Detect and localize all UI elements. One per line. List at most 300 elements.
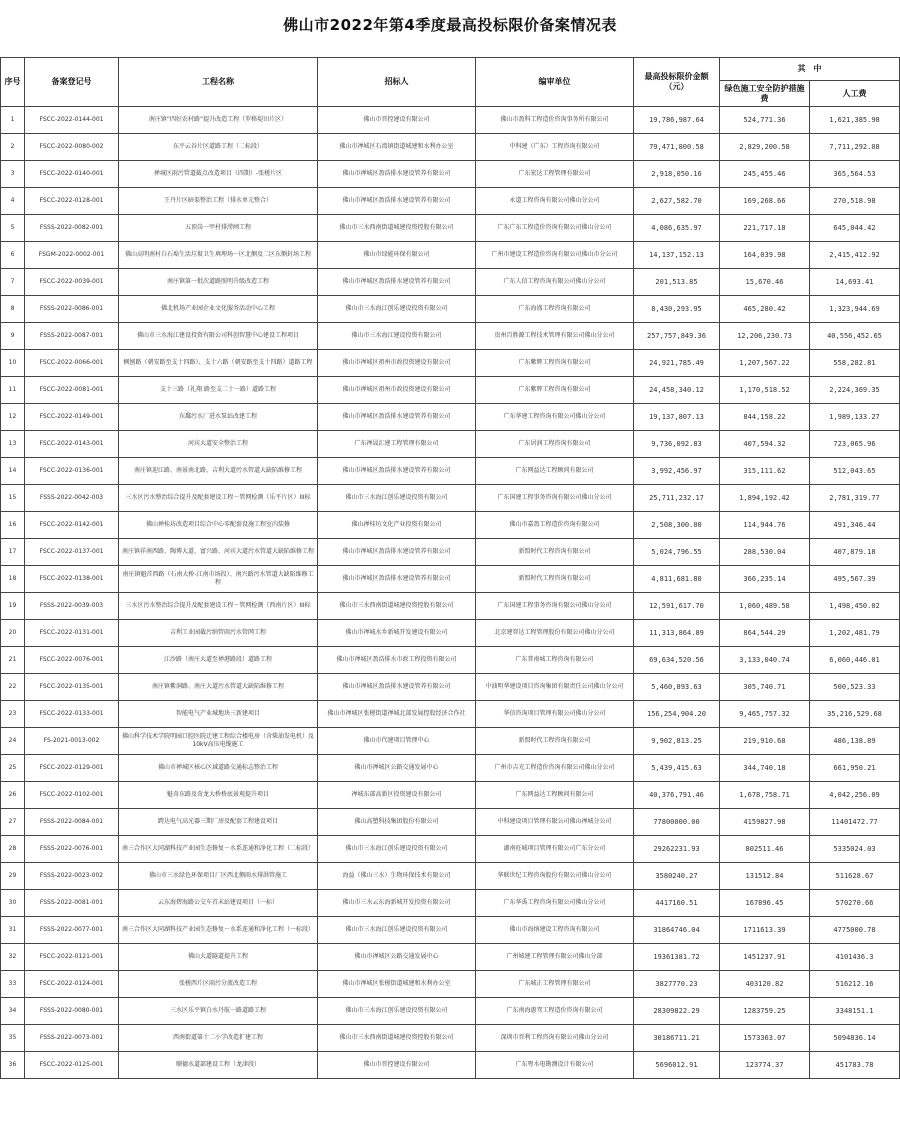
cell-project: 云东海碧海路公交车首末站建设项目（一标） [119,890,318,917]
cell-tenderer: 佛山市三水海江创乐建设投资有限公司 [318,485,476,512]
cell-labor-cost: 5094836.14 [810,1025,900,1052]
cell-safety-fee: 1451237.91 [720,944,810,971]
cell-seq: 8 [1,296,25,323]
cell-project: 吉利工业园截污纳管雨污水管网工程 [119,620,318,647]
cell-labor-cost: 2,781,319.77 [810,485,900,512]
cell-compiler: 广东华禹工程咨询有限公司佛山分公司 [476,890,634,917]
cell-safety-fee: 1283759.25 [720,998,810,1025]
cell-reg-no: FSCC-2022-0143-001 [25,431,119,458]
cell-seq: 11 [1,377,25,404]
cell-seq: 28 [1,836,25,863]
cell-tenderer: 佛山市三水海江创乐建设投资有限公司 [318,836,476,863]
cell-compiler: 广州城建工程管理有限公司佛山分部 [476,944,634,971]
cell-safety-fee: 344,740.18 [720,755,810,782]
cell-labor-cost: 40,556,452.65 [810,323,900,350]
cell-tenderer: 佛山市绿能环保有限公司 [318,242,476,269]
cell-safety-fee: 1,207,567.22 [720,350,810,377]
table-row [1,998,900,1025]
cell-reg-no: FSCC-2022-0140-001 [25,161,119,188]
cell-max-price: 12,591,617.70 [634,593,720,620]
cell-seq: 18 [1,566,25,593]
cell-max-price: 201,513.85 [634,269,720,296]
cell-reg-no: FSCC-2022-0131-001 [25,620,119,647]
cell-project: 江沙路（南庄大道至禅港路段）道路工程 [119,647,318,674]
table-row [1,1052,900,1079]
cell-project: 魁奇东路及奇龙大桥桥底景观提升项目 [119,782,318,809]
cell-compiler: 广东国建工程事务咨询有限公司佛山分公司 [476,593,634,620]
cell-seq: 16 [1,512,25,539]
cell-max-price: 14,137,152.13 [634,242,720,269]
cell-reg-no: FSSS-2022-0080-001 [25,998,119,1025]
cell-reg-no: FSCC-2022-0144-001 [25,107,119,134]
cell-compiler: 广东海盛工程咨询有限公司 [476,296,634,323]
cell-safety-fee: 245,455.46 [720,161,810,188]
cell-project: 南庄镇“四好农村路”提升改造工程（罗格堤田片区） [119,107,318,134]
cell-seq: 20 [1,620,25,647]
cell-labor-cost: 645,044.42 [810,215,900,242]
cell-safety-fee: 1,170,518.52 [720,377,810,404]
cell-labor-cost: 516212.16 [810,971,900,998]
cell-tenderer: 佛山市禅城区公路交通发展中心 [318,755,476,782]
cell-seq: 32 [1,944,25,971]
table-row [1,404,900,431]
cell-seq: 33 [1,971,25,998]
cell-reg-no: FSCC-2022-0081-001 [25,377,119,404]
cell-reg-no: FSCC-2022-0125-001 [25,1052,119,1079]
cell-project: 跨达电气高光器三期厂房及配套工程建设项目 [119,809,318,836]
cell-labor-cost: 500,523.33 [810,674,900,701]
table-row [1,458,900,485]
cell-seq: 13 [1,431,25,458]
cell-reg-no: FSSS-2022-0039-003 [25,593,119,620]
cell-compiler: 深圳市晋利工程咨询有限公司佛山分公司 [476,1025,634,1052]
cell-tenderer: 佛山市禅城区盈浩排水建设管养有限公司 [318,566,476,593]
cell-seq: 4 [1,188,25,215]
cell-reg-no: FSCC-2022-0142-001 [25,512,119,539]
cell-max-price: 24,921,785.49 [634,350,720,377]
cell-project: 三水区污水整治综合提升及配套建设工程－管网检测（西南片区）III标 [119,593,318,620]
cell-compiler: 广东紫辉工程咨询有限公司 [476,350,634,377]
cell-seq: 36 [1,1052,25,1079]
cell-labor-cost: 486,138.89 [810,728,900,755]
cell-seq: 26 [1,782,25,809]
cell-tenderer: 佛山市三水西南街道城建投资控股有限公司 [318,593,476,620]
cell-labor-cost: 4,042,256.09 [810,782,900,809]
cell-labor-cost: 491,346.44 [810,512,900,539]
cell-reg-no: FSSS-2022-0042-003 [25,485,119,512]
table-row [1,971,900,998]
cell-tenderer: 佛山市三水海江创乐建设投资有限公司 [318,998,476,1025]
cell-compiler: 广东普南城工程咨询有限公司 [476,647,634,674]
table-row [1,620,900,647]
cell-tenderer: 佛山市三水海江创乐建设投资有限公司 [318,917,476,944]
cell-max-price: 2,508,300.00 [634,512,720,539]
cell-tenderer: 佛山市三水海江建设投资有限公司 [318,323,476,350]
cell-safety-fee: 1,678,758.71 [720,782,810,809]
cell-compiler: 广东华建工程咨询有限公司佛山分公司 [476,404,634,431]
table-row [1,890,900,917]
cell-project: 西南街道第十二小学改造扩建工程 [119,1025,318,1052]
cell-seq: 6 [1,242,25,269]
cell-safety-fee: 15,670.46 [720,269,810,296]
cell-project: 智能电气产业城地块三新建项目 [119,701,318,728]
cell-compiler: 新盟时代工程咨询有限公司 [476,566,634,593]
cell-tenderer: 佛山市禅城区祖州市政投资建设有限公司 [318,350,476,377]
cell-max-price: 5,024,796.55 [634,539,720,566]
cell-project: 佛山市三水海江建设投资有限公司科创智慧中心建设工程项目 [119,323,318,350]
cell-project: 南庄镇祥南西路、陶博大道、富兴路、河宾大道污水管道大缺陷维修工程 [119,539,318,566]
cell-labor-cost: 4775000.78 [810,917,900,944]
table-row [1,1025,900,1052]
cell-labor-cost: 512,043.65 [810,458,900,485]
cell-safety-fee: 3,133,040.74 [720,647,810,674]
cell-reg-no: FS-2021-0013-002 [25,728,119,755]
cell-compiler: 佛山市嘉盈工程造价咨询有限公司 [476,512,634,539]
cell-seq: 14 [1,458,25,485]
cell-labor-cost: 14,693.41 [810,269,900,296]
cell-seq: 15 [1,485,25,512]
cell-project: 南庄镇紫洞路、南庄大道污水管道大缺陷维修工程 [119,674,318,701]
cell-project: 王丹片区暗渠整治工程（排水单元整合） [119,188,318,215]
cell-tenderer: 佛山市三水西南街道城建投资控股有限公司 [318,215,476,242]
cell-safety-fee: 4159827.98 [720,809,810,836]
cell-max-price: 4,086,635.97 [634,215,720,242]
table-row [1,269,900,296]
cell-project: 佛山禅桂坊改造项目综合中心零配套设施工程室内装修 [119,512,318,539]
cell-labor-cost: 3348151.1 [810,998,900,1025]
cell-max-price: 25,711,232.17 [634,485,720,512]
cell-tenderer: 佛山市禅城区盈浩排水建设管养有限公司 [318,539,476,566]
header-among: 其 中 [720,58,900,81]
cell-compiler: 中油明华建设项目咨询集团有限责任公司佛山分公司 [476,674,634,701]
cell-seq: 3 [1,161,25,188]
cell-max-price: 2,918,050.16 [634,161,720,188]
cell-max-price: 77800000.00 [634,809,720,836]
cell-labor-cost: 558,282.81 [810,350,900,377]
cell-seq: 1 [1,107,25,134]
table-row [1,161,900,188]
cell-labor-cost: 1,621,385.98 [810,107,900,134]
cell-seq: 35 [1,1025,25,1052]
cell-max-price: 3580240.27 [634,863,720,890]
cell-reg-no: FSSS-2022-0084-001 [25,809,119,836]
table-row [1,647,900,674]
table-row [1,431,900,458]
cell-project: 佛北机场产业园企业文化服务活动中心工程 [119,296,318,323]
table-row [1,134,900,161]
cell-max-price: 9,902,813.25 [634,728,720,755]
table-row [1,917,900,944]
cell-tenderer: 佛山市禅城区盈浩排水建设管养有限公司 [318,269,476,296]
header-project: 工程名称 [119,58,318,107]
cell-reg-no: FSCC-2022-0133-001 [25,701,119,728]
cell-safety-fee: 305,740.71 [720,674,810,701]
cell-compiler: 广东国建工程事务咨询有限公司佛山分公司 [476,485,634,512]
cell-compiler: 北京建智达工程管理股份有限公司佛山分公司 [476,620,634,647]
cell-labor-cost: 35,216,529.68 [810,701,900,728]
cell-max-price: 40,376,791.46 [634,782,720,809]
table-row [1,215,900,242]
cell-labor-cost: 4101436.3 [810,944,900,971]
cell-reg-no: FSSS-2022-0082-001 [25,215,119,242]
cell-reg-no: FSSS-2022-0076-001 [25,836,119,863]
cell-labor-cost: 2,415,412.92 [810,242,900,269]
cell-project: 佛山高明南村白石埠生活垃圾卫生填埋场一区北侧及二区东侧封场工程 [119,242,318,269]
cell-compiler: 广东网益达工程顾问有限公司 [476,782,634,809]
cell-compiler: 佛山市海纳建设工程咨询有限公司 [476,917,634,944]
cell-reg-no: FSCC-2022-0121-001 [25,944,119,971]
cell-tenderer: 佛山禅桂坊文化产业投资有限公司 [318,512,476,539]
cell-max-price: 8,430,293.95 [634,296,720,323]
cell-compiler: 广东人信工程咨询有限公司佛山分公司 [476,269,634,296]
header-labor-cost: 人工费 [810,81,900,107]
cell-max-price: 4417160.51 [634,890,720,917]
cell-project: 佛山市禅城区核心区域道路交通标志整治工程 [119,755,318,782]
cell-safety-fee: 1711613.39 [720,917,810,944]
cell-reg-no: FSCC-2022-0129-001 [25,755,119,782]
cell-reg-no: FSSS-2022-0086-001 [25,296,119,323]
cell-labor-cost: 7,711,292.08 [810,134,900,161]
cell-labor-cost: 365,564.53 [810,161,900,188]
table-row [1,350,900,377]
cell-max-price: 79,471,800.58 [634,134,720,161]
cell-reg-no: FSSS-2022-0081-001 [25,890,119,917]
cell-safety-fee: 844,158.22 [720,404,810,431]
cell-max-price: 156,254,904.20 [634,701,720,728]
cell-max-price: 11,313,864.89 [634,620,720,647]
cell-max-price: 24,458,340.12 [634,377,720,404]
cell-reg-no: FSCC-2022-0135-001 [25,674,119,701]
cell-max-price: 4,811,681.80 [634,566,720,593]
table-row [1,485,900,512]
cell-compiler: 新盟时代工程咨询有限公司 [476,539,634,566]
cell-seq: 12 [1,404,25,431]
header-reg-no: 备案登记号 [25,58,119,107]
table-row [1,512,900,539]
cell-labor-cost: 11401472.77 [810,809,900,836]
cell-max-price: 5696012.91 [634,1052,720,1079]
cell-safety-fee: 366,235.14 [720,566,810,593]
cell-safety-fee: 864,544.29 [720,620,810,647]
cell-seq: 2 [1,134,25,161]
cell-compiler: 广东网益达工程顾问有限公司 [476,458,634,485]
table-row [1,188,900,215]
cell-compiler: 华联世纪工程咨询股份有限公司佛山分公司 [476,863,634,890]
cell-seq: 25 [1,755,25,782]
cell-safety-fee: 315,111.62 [720,458,810,485]
cell-tenderer: 佛山市禅城区张槎街道禅城北部发展控股经济合作社 [318,701,476,728]
cell-labor-cost: 1,989,133.27 [810,404,900,431]
cell-safety-fee: 407,594.32 [720,431,810,458]
cell-safety-fee: 219,910.68 [720,728,810,755]
cell-labor-cost: 2,224,369.35 [810,377,900,404]
cell-seq: 23 [1,701,25,728]
cell-compiler: 湖南旺城项目管理有限公司广东分公司 [476,836,634,863]
cell-max-price: 257,757,849.36 [634,323,720,350]
table-row [1,782,900,809]
cell-seq: 17 [1,539,25,566]
cell-reg-no: FSSS-2022-0073-001 [25,1025,119,1052]
table-row [1,863,900,890]
cell-tenderer: 佛山市三水云东海新城开发投资有限公司 [318,890,476,917]
cell-reg-no: FSSS-2022-0023-002 [25,863,119,890]
cell-safety-fee: 9,465,757.32 [720,701,810,728]
cell-project: 禅城区雨污管道截点改造项目（四期）-张槎片区 [119,161,318,188]
cell-tenderer: 佛山市禅城区盈浩排水建设管养有限公司 [318,404,476,431]
cell-compiler: 广东粤水电勘测设计有限公司 [476,1052,634,1079]
cell-reg-no: FSCC-2022-0149-001 [25,404,119,431]
cell-tenderer: 佛山市禅城区祖州市政投资建设有限公司 [318,377,476,404]
cell-labor-cost: 511628.67 [810,863,900,890]
cell-compiler: 华信咨询项目管理有限公司佛山分公司 [476,701,634,728]
cell-project: 佛山大道隧道提升工程 [119,944,318,971]
table-row [1,674,900,701]
cell-project: 南庄镇魁首西路（石南大桥-江南市场段）、南兴路污水管道大缺陷维修工程 [119,566,318,593]
cell-safety-fee: 403120.82 [720,971,810,998]
cell-project: 五顶岗一甲村排涝闸工程 [119,215,318,242]
cell-labor-cost: 451783.78 [810,1052,900,1079]
table-row [1,242,900,269]
cell-max-price: 2,627,582.70 [634,188,720,215]
cell-max-price: 19361381.72 [634,944,720,971]
cell-seq: 21 [1,647,25,674]
cell-project: 南庄镇迎江路、南景南北路、吉利大道污水管道大缺陷维修工程 [119,458,318,485]
cell-compiler: 中科建设项目管理有限公司佛山禅城分公司 [476,809,634,836]
header-seq: 序号 [1,58,25,107]
cell-tenderer: 佛山市禅城水乡新城开发建设有限公司 [318,620,476,647]
cell-max-price: 19,137,807.13 [634,404,720,431]
cell-compiler: 永道工程咨询有限公司佛山分公司 [476,188,634,215]
cell-tenderer: 佛山市禅城区盈浩排水建设管养有限公司 [318,161,476,188]
cell-project: 南三合作区大同湖科技产业园生态修复－水系连通和净化工程（二标段） [119,836,318,863]
cell-safety-fee: 12,206,230.73 [720,323,810,350]
cell-reg-no: FSCC-2022-0128-001 [25,188,119,215]
cell-safety-fee: 167896.45 [720,890,810,917]
cell-compiler: 广州市吉光工程造价咨询有限公司佛山分公司 [476,755,634,782]
cell-reg-no: FSCC-2022-0076-001 [25,647,119,674]
cell-seq: 10 [1,350,25,377]
cell-project: 枫刨路（朝安路至支十四路）、支十六路（朝安路至支十四路）道路工程 [119,350,318,377]
cell-max-price: 9,736,092.83 [634,431,720,458]
cell-labor-cost: 570270.66 [810,890,900,917]
cell-labor-cost: 5335024.03 [810,836,900,863]
cell-compiler: 广东广东工程造价咨询有限公司佛山分公司 [476,215,634,242]
cell-reg-no: FSCC-2022-0136-001 [25,458,119,485]
cell-project: 佛山科学技术学院明园口腔医院迁建工程综合楼电房（含柴油发电机）及10kV高压电缆施工 [119,728,318,755]
cell-max-price: 19,786,987.64 [634,107,720,134]
table-row [1,755,900,782]
cell-max-price: 5,439,415.63 [634,755,720,782]
cell-reg-no: FSCC-2022-0039-001 [25,269,119,296]
header-safety-fee: 绿色施工安全防护措施费 [720,81,810,107]
cell-tenderer: 佛山高塑科技集团股份有限公司 [318,809,476,836]
cell-seq: 27 [1,809,25,836]
cell-project: 支十三路（礼翔 路至支二十一路）道路工程 [119,377,318,404]
cell-labor-cost: 407,879.18 [810,539,900,566]
cell-labor-cost: 661,950.21 [810,755,900,782]
cell-tenderer: 佛山市禅城区张槎街道城建和水利办公室 [318,971,476,998]
cell-tenderer: 佛山市三水海江创乐建设投资有限公司 [318,296,476,323]
cell-seq: 24 [1,728,25,755]
cell-seq: 29 [1,863,25,890]
cell-seq: 9 [1,323,25,350]
cell-compiler: 佛山市盈科工程造价咨询事务所有限公司 [476,107,634,134]
cell-reg-no: FSSS-2022-0077-001 [25,917,119,944]
cell-max-price: 5,460,893.63 [634,674,720,701]
cell-tenderer: 禅城东部高新区投资建设有限公司 [318,782,476,809]
cell-max-price: 3,992,456.97 [634,458,720,485]
cell-safety-fee: 1573363.07 [720,1025,810,1052]
cell-seq: 34 [1,998,25,1025]
cell-labor-cost: 270,518.98 [810,188,900,215]
cell-tenderer: 广东禅晟汇建工程管理有限公司 [318,431,476,458]
cell-safety-fee: 123774.37 [720,1052,810,1079]
cell-labor-cost: 495,567.39 [810,566,900,593]
cell-compiler: 中科建（广东）工程咨询有限公司 [476,134,634,161]
cell-safety-fee: 114,944.76 [720,512,810,539]
cell-tenderer: 佛山市禅城区盈浩排水市政工程投资有限公司 [318,647,476,674]
cell-labor-cost: 6,060,446.01 [810,647,900,674]
cell-tenderer: 佛山市三水西南街道城建投资控股有限公司 [318,1025,476,1052]
cell-tenderer: 佛山市代建项目管理中心 [318,728,476,755]
cell-reg-no: FSCC-2022-0066-001 [25,350,119,377]
header-max-price: 最高投标限价金额（元） [634,58,720,107]
cell-compiler: 新盟时代工程咨询有限公司 [476,728,634,755]
document-title: 佛山市2022年第4季度最高投标限价备案情况表 [283,16,617,34]
table-row [1,566,900,593]
cell-max-price: 69,634,520.56 [634,647,720,674]
cell-compiler: 广东居润工程咨询有限公司 [476,431,634,458]
cell-tenderer: 佛山市禅城区盈浩排水建设管养有限公司 [318,674,476,701]
cell-seq: 7 [1,269,25,296]
cell-project: 东鄱污水厂进水泵站改建工程 [119,404,318,431]
cell-tenderer: 佛山市禅城区盈浩排水建设管养有限公司 [318,458,476,485]
header-compiler: 编审单位 [476,58,634,107]
cell-labor-cost: 723,065.96 [810,431,900,458]
cell-compiler: 广东宏达工程管理有限公司 [476,161,634,188]
cell-seq: 30 [1,890,25,917]
cell-reg-no: FSCC-2022-0137-001 [25,539,119,566]
table-body [1,107,900,1079]
cell-max-price: 28309822.29 [634,998,720,1025]
cell-project: 张槎西片区雨污分流改造工程 [119,971,318,998]
cell-project: 佛山市三水绿色环保项目厂区西北侧雨水排洪管施工 [119,863,318,890]
cell-labor-cost: 1,202,481.79 [810,620,900,647]
table-row [1,701,900,728]
cell-project: 南三合作区大同湖科技产业园生态修复－水系连通和净化工程（一标段） [119,917,318,944]
cell-project: 河宾大道安全整治工程 [119,431,318,458]
cell-max-price: 31864746.04 [634,917,720,944]
cell-compiler: 广东南海惠驾工程造价咨询有限公司 [476,998,634,1025]
table-row [1,377,900,404]
cell-reg-no: FSCC-2022-0102-001 [25,782,119,809]
cell-safety-fee: 1,060,489.58 [720,593,810,620]
cell-compiler: 广州市建设工程造价咨询有限公司佛山市分公司 [476,242,634,269]
cell-tenderer: 佛山市禅城区盈浩排水建设管养有限公司 [318,188,476,215]
cell-labor-cost: 1,323,944.69 [810,296,900,323]
cell-max-price: 30186711.21 [634,1025,720,1052]
cell-project: 东平云谷片区道路工程（二标段） [119,134,318,161]
cell-project: 三水区乐平镇白水丹航一路道路工程 [119,998,318,1025]
table-row [1,539,900,566]
cell-safety-fee: 1,894,192.42 [720,485,810,512]
table-row [1,107,900,134]
cell-compiler: 贵州百胜源工程技术管理有限公司佛山分公司 [476,323,634,350]
table-row [1,809,900,836]
cell-reg-no: FSCC-2022-0138-001 [25,566,119,593]
cell-seq: 31 [1,917,25,944]
cell-project: 顺德水道部建设工程（龙津段） [119,1052,318,1079]
